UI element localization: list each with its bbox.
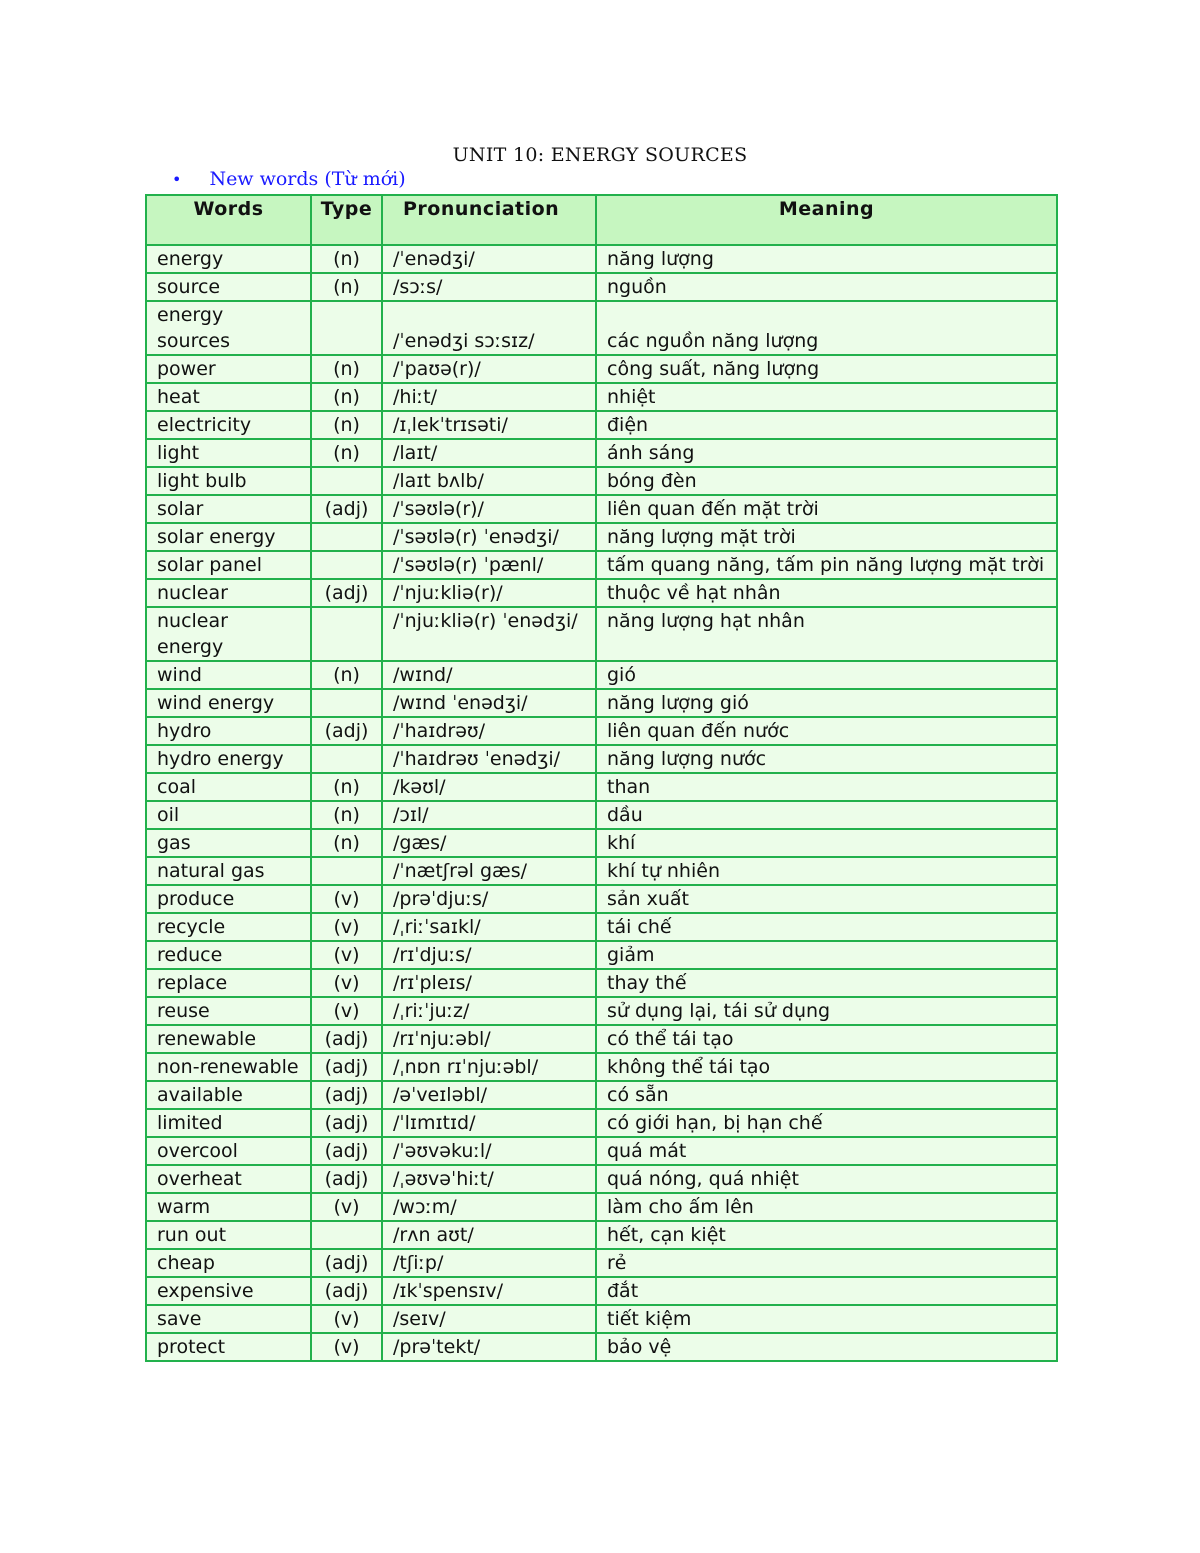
table-row [146, 745, 1057, 773]
meaning-cell: sản xuất [596, 885, 1057, 913]
word-cell: power [146, 355, 311, 383]
meaning-cell: làm cho ấm lên [596, 1193, 1057, 1221]
word-cell: renewable [146, 1025, 311, 1053]
vocabulary-table [145, 194, 1058, 1362]
table-row [146, 1137, 1057, 1165]
word-cell: light bulb [146, 467, 311, 495]
word-cell: recycle [146, 913, 311, 941]
meaning-cell: tiết kiệm [596, 1305, 1057, 1333]
type-cell: (adj) [311, 1053, 382, 1081]
table-header-row [146, 195, 1057, 245]
table-row [146, 1025, 1057, 1053]
table-row [146, 301, 1057, 355]
word-cell: hydro [146, 717, 311, 745]
meaning-cell: có thể tái tạo [596, 1025, 1057, 1053]
meaning-cell: năng lượng hạt nhân [596, 607, 1057, 661]
meaning-cell: khí [596, 829, 1057, 857]
type-cell: (n) [311, 661, 382, 689]
table-row [146, 579, 1057, 607]
type-cell: (v) [311, 913, 382, 941]
word-cell: energy sources [146, 301, 311, 355]
table-row [146, 829, 1057, 857]
pronunciation-cell: /kəʊl/ [382, 773, 596, 801]
document-title: UNIT 10: ENERGY SOURCES [452, 144, 748, 166]
type-cell: (n) [311, 411, 382, 439]
type-cell: (n) [311, 439, 382, 467]
pronunciation-cell: /ˌriːˈjuːz/ [382, 997, 596, 1025]
type-cell: (v) [311, 885, 382, 913]
pronunciation-cell: /rɪˈdjuːs/ [382, 941, 596, 969]
table-row [146, 1109, 1057, 1137]
pronunciation-cell: /gæs/ [382, 829, 596, 857]
table-row [146, 689, 1057, 717]
type-cell [311, 523, 382, 551]
pronunciation-cell: /rɪˈnjuːəbl/ [382, 1025, 596, 1053]
header-pronunciation: Pronunciation [382, 195, 596, 245]
table-row [146, 383, 1057, 411]
type-cell: (n) [311, 273, 382, 301]
meaning-cell: khí tự nhiên [596, 857, 1057, 885]
meaning-cell: điện [596, 411, 1057, 439]
meaning-cell: nhiệt [596, 383, 1057, 411]
word-cell: wind [146, 661, 311, 689]
word-cell: warm [146, 1193, 311, 1221]
word-cell: run out [146, 1221, 311, 1249]
pronunciation-cell: /wɔːm/ [382, 1193, 596, 1221]
meaning-cell: quá mát [596, 1137, 1057, 1165]
pronunciation-cell: /ɪˌlekˈtrɪsəti/ [382, 411, 596, 439]
type-cell [311, 301, 382, 355]
word-cell: solar panel [146, 551, 311, 579]
meaning-cell: ánh sáng [596, 439, 1057, 467]
type-cell [311, 467, 382, 495]
word-cell: protect [146, 1333, 311, 1361]
meaning-cell: có giới hạn, bị hạn chế [596, 1109, 1057, 1137]
type-cell [311, 607, 382, 661]
word-cell: overcool [146, 1137, 311, 1165]
word-cell: wind energy [146, 689, 311, 717]
table-row [146, 551, 1057, 579]
word-cell: solar energy [146, 523, 311, 551]
table-row [146, 245, 1057, 273]
pronunciation-cell: /ˈhaɪdrəʊ/ [382, 717, 596, 745]
table-row [146, 355, 1057, 383]
bullet-icon: • [172, 169, 182, 189]
type-cell [311, 745, 382, 773]
word-cell: gas [146, 829, 311, 857]
type-cell: (adj) [311, 1137, 382, 1165]
word-cell: limited [146, 1109, 311, 1137]
table-row [146, 1193, 1057, 1221]
table-row [146, 607, 1057, 661]
pronunciation-cell: /ˈhaɪdrəʊ ˈenədʒi/ [382, 745, 596, 773]
table-row [146, 717, 1057, 745]
table-row [146, 661, 1057, 689]
pronunciation-cell: /ˈsəʊlə(r)/ [382, 495, 596, 523]
type-cell: (adj) [311, 1025, 382, 1053]
meaning-cell: nguồn [596, 273, 1057, 301]
table-row [146, 969, 1057, 997]
meaning-cell: các nguồn năng lượng [596, 301, 1057, 355]
table-row [146, 941, 1057, 969]
type-cell: (v) [311, 1333, 382, 1361]
type-cell: (adj) [311, 717, 382, 745]
table-row [146, 1305, 1057, 1333]
table-row [146, 885, 1057, 913]
type-cell: (adj) [311, 1277, 382, 1305]
meaning-cell: tấm quang năng, tấm pin năng lượng mặt trời [596, 551, 1057, 579]
table-row [146, 273, 1057, 301]
type-cell: (v) [311, 941, 382, 969]
pronunciation-cell: /ˈenədʒi/ [382, 245, 596, 273]
word-cell: reuse [146, 997, 311, 1025]
pronunciation-cell: /ˈpaʊə(r)/ [382, 355, 596, 383]
meaning-cell: giảm [596, 941, 1057, 969]
word-cell: energy [146, 245, 311, 273]
type-cell: (adj) [311, 1081, 382, 1109]
word-cell: electricity [146, 411, 311, 439]
meaning-cell: năng lượng nước [596, 745, 1057, 773]
pronunciation-cell: /ˈlɪmɪtɪd/ [382, 1109, 596, 1137]
pronunciation-cell: /tʃiːp/ [382, 1249, 596, 1277]
meaning-cell: năng lượng [596, 245, 1057, 273]
type-cell [311, 1221, 382, 1249]
word-cell: hydro energy [146, 745, 311, 773]
header-words: Words [146, 195, 311, 245]
word-cell: replace [146, 969, 311, 997]
table-row [146, 495, 1057, 523]
meaning-cell: bảo vệ [596, 1333, 1057, 1361]
word-cell: cheap [146, 1249, 311, 1277]
pronunciation-cell: /ˈnjuːkliə(r)/ [382, 579, 596, 607]
table-row [146, 913, 1057, 941]
header-meaning: Meaning [596, 195, 1057, 245]
pronunciation-cell: /wɪnd/ [382, 661, 596, 689]
type-cell: (v) [311, 1305, 382, 1333]
table-row [146, 1221, 1057, 1249]
meaning-cell: công suất, năng lượng [596, 355, 1057, 383]
type-cell: (n) [311, 829, 382, 857]
word-cell: nuclear energy [146, 607, 311, 661]
meaning-cell: liên quan đến mặt trời [596, 495, 1057, 523]
word-cell: overheat [146, 1165, 311, 1193]
type-cell: (n) [311, 355, 382, 383]
table-row [146, 1333, 1057, 1361]
type-cell [311, 551, 382, 579]
pronunciation-cell: /sɔːs/ [382, 273, 596, 301]
meaning-cell: năng lượng gió [596, 689, 1057, 717]
pronunciation-cell: /ɪkˈspensɪv/ [382, 1277, 596, 1305]
table-row [146, 523, 1057, 551]
section-heading [172, 168, 406, 190]
type-cell: (adj) [311, 495, 382, 523]
word-cell: non-renewable [146, 1053, 311, 1081]
meaning-cell: dầu [596, 801, 1057, 829]
table-row [146, 439, 1057, 467]
table-row [146, 1277, 1057, 1305]
pronunciation-cell: /ˈenədʒi sɔːsɪz/ [382, 301, 596, 355]
pronunciation-cell: /laɪt/ [382, 439, 596, 467]
pronunciation-cell: /ˌriːˈsaɪkl/ [382, 913, 596, 941]
table-row [146, 1053, 1057, 1081]
meaning-cell: rẻ [596, 1249, 1057, 1277]
type-cell: (adj) [311, 579, 382, 607]
type-cell: (v) [311, 969, 382, 997]
meaning-cell: hết, cạn kiệt [596, 1221, 1057, 1249]
table-row [146, 1165, 1057, 1193]
meaning-cell: than [596, 773, 1057, 801]
word-cell: save [146, 1305, 311, 1333]
word-cell: oil [146, 801, 311, 829]
pronunciation-cell: /ˌnɒn rɪˈnjuːəbl/ [382, 1053, 596, 1081]
table-row [146, 411, 1057, 439]
pronunciation-cell: /ˈnætʃrəl gæs/ [382, 857, 596, 885]
pronunciation-cell: /ɔɪl/ [382, 801, 596, 829]
pronunciation-cell: /ˈsəʊlə(r) ˈenədʒi/ [382, 523, 596, 551]
type-cell: (n) [311, 801, 382, 829]
type-cell: (n) [311, 383, 382, 411]
pronunciation-cell: /prəˈdjuːs/ [382, 885, 596, 913]
meaning-cell: đắt [596, 1277, 1057, 1305]
pronunciation-cell: /rɪˈpleɪs/ [382, 969, 596, 997]
word-cell: nuclear [146, 579, 311, 607]
type-cell: (n) [311, 773, 382, 801]
word-cell: reduce [146, 941, 311, 969]
meaning-cell: bóng đèn [596, 467, 1057, 495]
meaning-cell: tái chế [596, 913, 1057, 941]
word-cell: produce [146, 885, 311, 913]
pronunciation-cell: /ˈsəʊlə(r) ˈpænl/ [382, 551, 596, 579]
pronunciation-cell: /ˈəʊvəkuːl/ [382, 1137, 596, 1165]
meaning-cell: quá nóng, quá nhiệt [596, 1165, 1057, 1193]
meaning-cell: liên quan đến nước [596, 717, 1057, 745]
table-row [146, 773, 1057, 801]
table-body [146, 245, 1057, 1361]
table-row [146, 857, 1057, 885]
type-cell: (n) [311, 245, 382, 273]
word-cell: natural gas [146, 857, 311, 885]
word-cell: light [146, 439, 311, 467]
section-heading-label: New words (Từ mới) [209, 168, 406, 190]
word-cell: coal [146, 773, 311, 801]
table-row [146, 467, 1057, 495]
pronunciation-cell: /seɪv/ [382, 1305, 596, 1333]
table-row [146, 801, 1057, 829]
pronunciation-cell: /rʌn aʊt/ [382, 1221, 596, 1249]
pronunciation-cell: /prəˈtekt/ [382, 1333, 596, 1361]
meaning-cell: không thể tái tạo [596, 1053, 1057, 1081]
word-cell: solar [146, 495, 311, 523]
header-type: Type [311, 195, 382, 245]
table-row [146, 997, 1057, 1025]
pronunciation-cell: /ˌəʊvəˈhiːt/ [382, 1165, 596, 1193]
type-cell: (adj) [311, 1249, 382, 1277]
table-row [146, 1081, 1057, 1109]
pronunciation-cell: /hiːt/ [382, 383, 596, 411]
meaning-cell: sử dụng lại, tái sử dụng [596, 997, 1057, 1025]
type-cell: (v) [311, 1193, 382, 1221]
type-cell: (adj) [311, 1109, 382, 1137]
type-cell: (adj) [311, 1165, 382, 1193]
pronunciation-cell: /laɪt bʌlb/ [382, 467, 596, 495]
pronunciation-cell: /wɪnd ˈenədʒi/ [382, 689, 596, 717]
meaning-cell: thuộc về hạt nhân [596, 579, 1057, 607]
pronunciation-cell: /əˈveɪləbl/ [382, 1081, 596, 1109]
word-cell: available [146, 1081, 311, 1109]
pronunciation-cell: /ˈnjuːkliə(r) ˈenədʒi/ [382, 607, 596, 661]
type-cell [311, 857, 382, 885]
meaning-cell: thay thế [596, 969, 1057, 997]
meaning-cell: năng lượng mặt trời [596, 523, 1057, 551]
type-cell [311, 689, 382, 717]
word-cell: heat [146, 383, 311, 411]
word-cell: source [146, 273, 311, 301]
meaning-cell: gió [596, 661, 1057, 689]
meaning-cell: có sẵn [596, 1081, 1057, 1109]
word-cell: expensive [146, 1277, 311, 1305]
type-cell: (v) [311, 997, 382, 1025]
table-row [146, 1249, 1057, 1277]
